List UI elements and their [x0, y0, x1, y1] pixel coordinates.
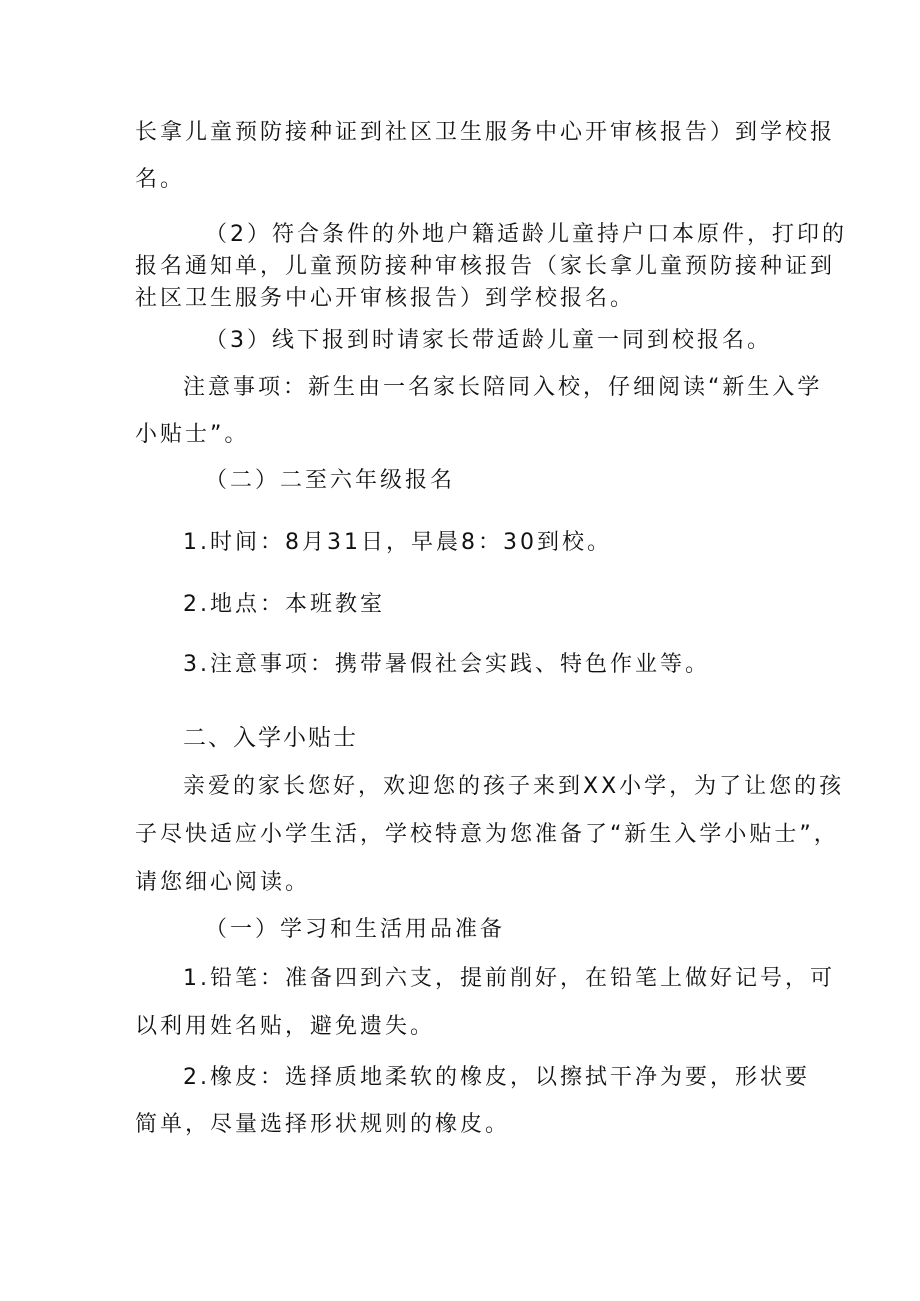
list-item: 2.橡皮：选择质地柔软的橡皮，以擦拭干净为要，形状要: [183, 1065, 810, 1090]
paragraph-line: （2）符合条件的外地户籍适龄儿童持户口本原件，打印的: [205, 222, 847, 247]
paragraph-line: 以利用姓名贴，避免遗失。: [135, 1014, 436, 1039]
paragraph-line: 长拿儿童预防接种证到社区卫生服务中心开审核报告）到学校报: [135, 120, 836, 145]
paragraph-line: 注意事项：新生由一名家长陪同入校，仔细阅读“新生入学: [183, 375, 823, 400]
section-heading: 二、入学小贴士: [183, 725, 358, 751]
section-subheading: （二）二至六年级报名: [205, 468, 456, 493]
list-item: 1.铅笔：准备四到六支，提前削好，在铅笔上做好记号，可: [183, 966, 835, 991]
paragraph-line: （3）线下报到时请家长带适龄儿童一同到校报名。: [205, 328, 772, 353]
paragraph-line: 请您细心阅读。: [135, 870, 311, 895]
paragraph-line: 社区卫生服务中心开审核报告）到学校报名。: [135, 286, 636, 311]
paragraph-line: 名。: [135, 167, 186, 192]
paragraph-line: 子尽快适应小学生活，学校特意为您准备了“新生入学小贴士”，: [135, 822, 839, 847]
paragraph-line: 亲爱的家长您好，欢迎您的孩子来到XX小学，为了让您的孩: [183, 774, 845, 799]
list-item: 3.注意事项：携带暑假社会实践、特色作业等。: [183, 652, 710, 677]
paragraph-line: 报名通知单，儿童预防接种审核报告（家长拿儿童预防接种证到: [135, 254, 836, 279]
section-subheading: （一）学习和生活用品准备: [205, 917, 506, 942]
list-item: 1.时间：8月31日，早晨8：30到校。: [183, 530, 612, 555]
paragraph-line: 小贴士”。: [135, 422, 250, 447]
list-item: 2.地点：本班教室: [183, 592, 385, 617]
paragraph-line: 简单，尽量选择形状规则的橡皮。: [135, 1112, 511, 1137]
